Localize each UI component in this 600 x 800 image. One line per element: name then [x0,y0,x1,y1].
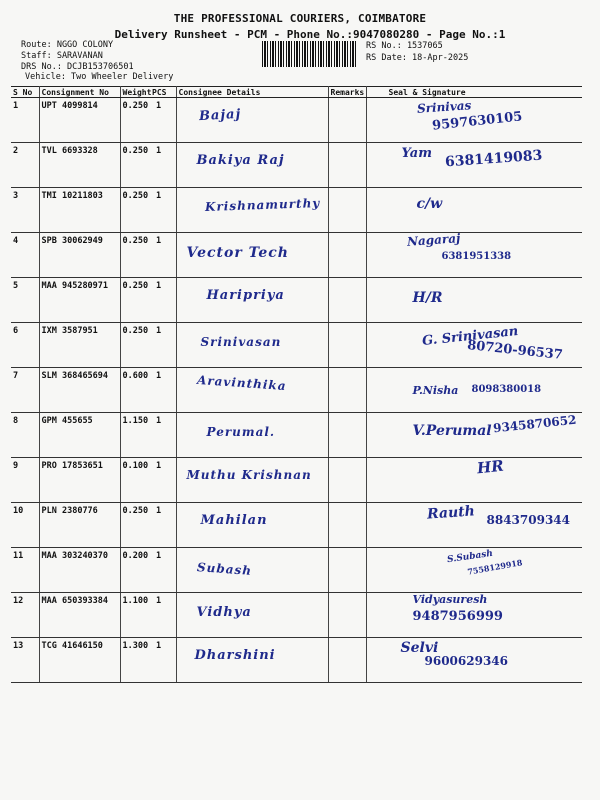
pieces-cell: 1 [150,278,176,323]
signature-cell [366,413,582,458]
table-row [11,593,582,638]
drs-line: DRS No.: DCJB153706501 [21,62,134,72]
serial-number-cell: 13 [11,638,39,683]
pieces-cell: 1 [150,413,176,458]
weight-cell: 1.300 [120,638,150,683]
pieces-cell: 1 [150,548,176,593]
weight-cell: 0.250 [120,143,150,188]
table-row [11,98,582,143]
table-body [11,98,582,683]
signature-phone-handwritten: 9345870652 [491,412,577,436]
remarks-cell [328,188,366,233]
serial-number-cell: 7 [11,368,39,413]
consignee-name-handwritten: Haripriya [206,288,285,303]
consignment-number-cell: UPT 4099814 [39,98,120,143]
signature-cell [366,638,582,683]
vehicle-line: Vehicle: Two Wheeler Delivery [25,72,174,82]
consignee-details-cell [176,593,328,638]
pieces-cell: 1 [150,323,176,368]
signature-cell [366,458,582,503]
pieces-cell: 1 [150,503,176,548]
consignee-name-handwritten: Srinivasan [200,335,282,349]
weight-cell: 0.200 [120,548,150,593]
signature-handwritten: H/R [412,290,443,306]
table-row [11,413,582,458]
pieces-cell: 1 [150,638,176,683]
consignment-number-cell: MAA 303240370 [39,548,120,593]
pieces-cell: 1 [150,368,176,413]
weight-cell: 0.250 [120,98,150,143]
col-seal-signature: Seal & Signature [366,87,582,98]
signature-phone-handwritten: 9600629346 [424,654,508,668]
signature-cell [366,98,582,143]
consignee-details-cell [176,503,328,548]
weight-cell: 1.150 [120,413,150,458]
company-title: THE PROFESSIONAL COURIERS, COIMBATORE [173,12,427,25]
signature-phone-handwritten: 8843709344 [486,513,570,527]
signature-phone-handwritten: 8098380018 [471,384,542,395]
pieces-cell: 1 [150,593,176,638]
consignee-name-handwritten: Krishnamurthy [204,195,320,215]
signature-cell [366,143,582,188]
consignee-details-cell [176,98,328,143]
table-row [11,368,582,413]
consignee-name-handwritten: Perumal. [206,425,276,439]
signature-handwritten: Yam [401,146,432,161]
weight-cell: 0.600 [120,368,150,413]
signature-cell [366,368,582,413]
signature-handwritten: Nagaraj [406,231,461,249]
consignee-name-handwritten: Mahilan [200,513,268,528]
signature-cell [366,593,582,638]
consignment-number-cell: TVL 6693328 [39,143,120,188]
signature-phone-handwritten: 9487956999 [412,609,503,624]
col-consignment: Consignment No [39,87,120,98]
consignment-number-cell: TMI 10211803 [39,188,120,233]
remarks-cell [328,638,366,683]
consignment-number-cell: MAA 945280971 [39,278,120,323]
signature-cell [366,503,582,548]
weight-cell: 0.100 [120,458,150,503]
remarks-cell [328,233,366,278]
signature-handwritten: G. Srinivasan [420,324,519,349]
route-line: Route: NGGO COLONY [21,40,114,50]
signature-phone-handwritten: 7558129918 [466,557,523,577]
weight-cell: 0.250 [120,503,150,548]
serial-number-cell: 6 [11,323,39,368]
signature-cell [366,188,582,233]
consignment-number-cell: SLM 368465694 [39,368,120,413]
consignment-number-cell: TCG 41646150 [39,638,120,683]
barcode [262,41,356,67]
consignment-number-cell: PLN 2380776 [39,503,120,548]
pieces-cell: 1 [150,188,176,233]
signature-cell [366,278,582,323]
consignment-number-cell: PRO 17853651 [39,458,120,503]
serial-number-cell: 12 [11,593,39,638]
col-weight: Weight [120,87,150,98]
runsheet-table [11,86,582,683]
consignee-details-cell [176,458,328,503]
serial-number-cell: 11 [11,548,39,593]
remarks-cell [328,368,366,413]
signature-phone-handwritten: 80720-96537 [465,338,563,363]
remarks-cell [328,98,366,143]
signature-cell [366,323,582,368]
weight-cell: 0.250 [120,278,150,323]
consignee-name-handwritten: Bajaj [198,106,242,125]
signature-cell [366,548,582,593]
signature-handwritten: Vidyasuresh [412,593,488,606]
remarks-cell [328,143,366,188]
weight-cell: 0.250 [120,323,150,368]
weight-cell: 0.250 [120,233,150,278]
table-row [11,458,582,503]
pieces-cell: 1 [150,143,176,188]
remarks-cell [328,278,366,323]
remarks-cell [328,503,366,548]
remarks-cell [328,593,366,638]
signature-handwritten: S.Subash [446,548,494,566]
table-row [11,278,582,323]
consignment-number-cell: GPM 455655 [39,413,120,458]
rs-date: RS Date: 18-Apr-2025 [366,53,469,63]
signature-handwritten: Rauth [426,503,475,523]
serial-number-cell: 4 [11,233,39,278]
consignee-details-cell [176,638,328,683]
remarks-cell [328,548,366,593]
serial-number-cell: 5 [11,278,39,323]
rs-number: RS No.: 1537065 [366,41,443,51]
runsheet-subtitle: Delivery Runsheet - PCM - Phone No.:9047080280 - Page No.:1 [114,28,506,41]
signature-handwritten: Selvi [400,640,439,656]
pieces-cell: 1 [150,458,176,503]
signature-phone-handwritten: 9597630105 [430,109,523,134]
signature-cell [366,233,582,278]
signature-handwritten: P.Nisha [412,384,459,397]
serial-number-cell: 9 [11,458,39,503]
serial-number-cell: 8 [11,413,39,458]
consignee-name-handwritten: Aravinthika [196,372,287,394]
col-pcs: PCS [150,87,176,98]
consignee-name-handwritten: Dharshini [194,648,276,663]
consignee-details-cell [176,188,328,233]
consignee-details-cell [176,143,328,188]
table-row [11,323,582,368]
consignment-number-cell: MAA 650393384 [39,593,120,638]
signature-handwritten: V.Perumal [412,423,492,439]
consignee-details-cell [176,278,328,323]
serial-number-cell: 10 [11,503,39,548]
consignee-details-cell [176,368,328,413]
consignee-details-cell [176,413,328,458]
table-row [11,638,582,683]
consignee-details-cell [176,323,328,368]
consignee-name-handwritten: Bakiya Raj [196,153,285,168]
signature-handwritten: Srinivas [416,98,472,116]
weight-cell: 0.250 [120,188,150,233]
signature-handwritten: HR [475,456,505,478]
consignee-details-cell [176,548,328,593]
serial-number-cell: 3 [11,188,39,233]
remarks-cell [328,458,366,503]
consignee-name-handwritten: Muthu Krishnan [186,468,312,482]
remarks-cell [328,323,366,368]
remarks-cell [328,413,366,458]
weight-cell: 1.100 [120,593,150,638]
table-row [11,233,582,278]
signature-phone-handwritten: 6381419083 [444,147,543,171]
consignee-name-handwritten: Subash [196,560,252,578]
signature-handwritten: c/w [416,196,443,212]
consignee-name-handwritten: Vector Tech [186,245,289,261]
consignee-details-cell [176,233,328,278]
table-row [11,548,582,593]
col-sno: S No [11,87,39,98]
col-consignee-details: Consignee Details [176,87,328,98]
consignment-number-cell: IXM 3587951 [39,323,120,368]
signature-phone-handwritten: 6381951338 [441,251,512,262]
staff-line: Staff: SARAVANAN [21,51,103,61]
table-row [11,503,582,548]
table-row [11,143,582,188]
table-header-row [11,87,582,98]
consignee-name-handwritten: Vidhya [196,605,252,620]
serial-number-cell: 2 [11,143,39,188]
table-row [11,188,582,233]
pieces-cell: 1 [150,98,176,143]
consignment-number-cell: SPB 30062949 [39,233,120,278]
serial-number-cell: 1 [11,98,39,143]
pieces-cell: 1 [150,233,176,278]
col-remarks: Remarks [328,87,366,98]
